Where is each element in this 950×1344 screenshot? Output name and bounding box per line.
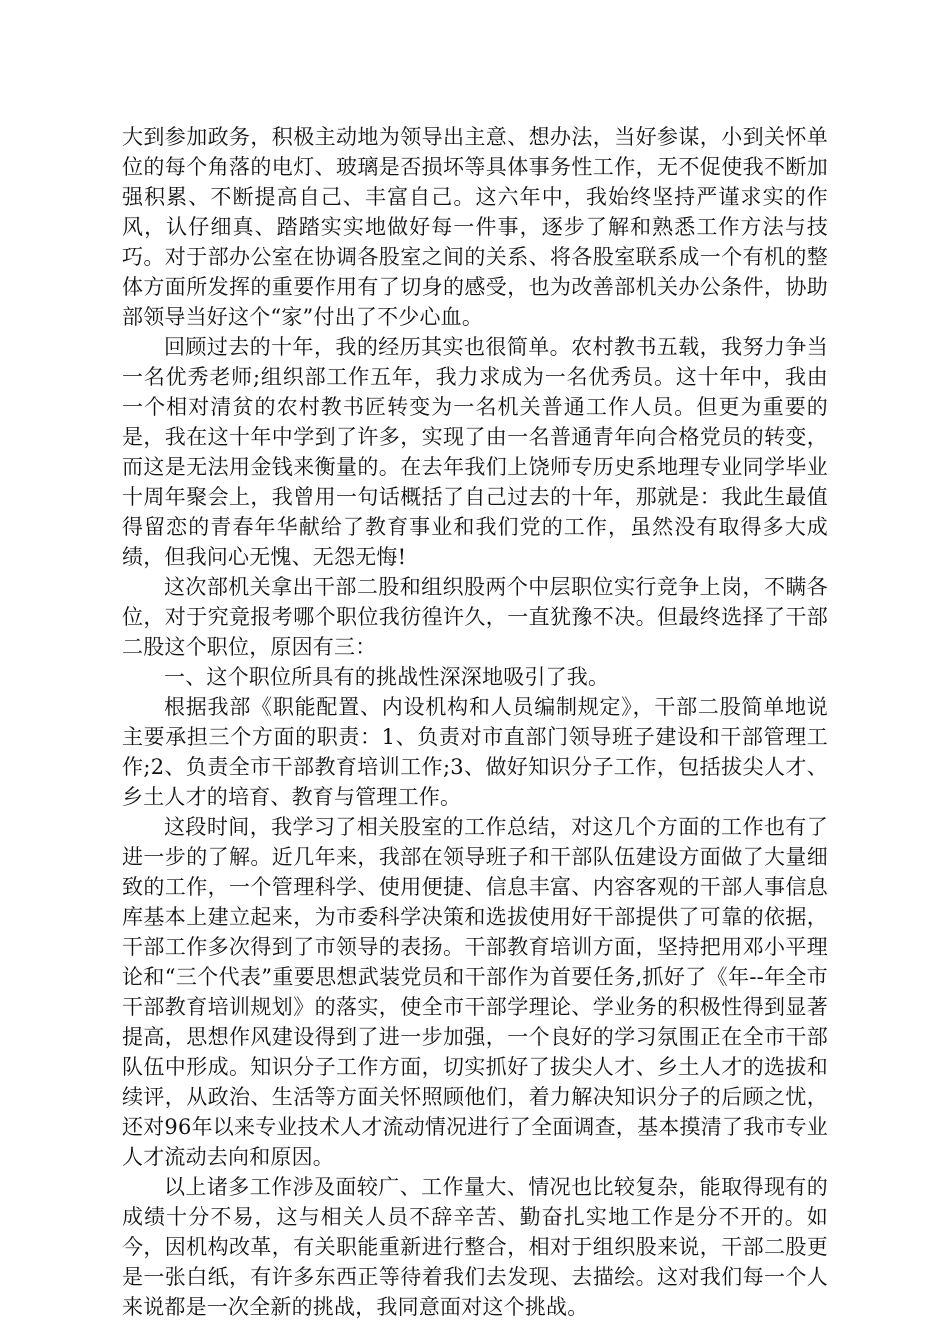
paragraph-7: 以上诸多工作涉及面较广、工作量大、情况也比较复杂，能取得现有的成绩十分不易，这与相关人员不辞辛苦、勤奋扎实地工作是分不开的。如今，因机构改革，有关职能重新进行整合，相对于组织股来说，干部二股更是一张白纸，有许多东西正等待着我们去发现、去描绘。这对我们每一个人来说都是一次全新的挑战，我同意面对这个挑战。 — [122, 1175, 828, 1319]
document-page — [122, 122, 828, 1322]
paragraph-1: 大到参加政务，积极主动地为领导出主意、想办法，当好参谋，小到关怀单位的每个角落的电灯、玻璃是否损坏等具体事务性工作，无不促使我不断加强积累、不断提高自己、丰富自己。这六年中，我始终坚持严谨求实的作风，认仔细真、踏踏实实地做好每一件事，逐步了解和熟悉工作方法与技巧。对于部办公室在协调各股室之间的关系、将各股室联系成一个有机的整体方面所发挥的重要作用有了切身的感受，也为改善部机关办公条件，协助部领导当好这个“家”付出了不少心血。 — [122, 125, 828, 329]
paragraph-5: 根据我部《职能配置、内设机构和人员编制规定》，干部二股简单地说主要承担三个方面的职责：1、负责对市直部门领导班子建设和干部管理工作;2、负责全市干部教育培训工作;3、做好知识分子工作，包括拔尖人才、乡土人才的培育、教育与管理工作。 — [122, 695, 828, 809]
paragraph-4-heading: 一、这个职位所具有的挑战性深深地吸引了我。 — [164, 665, 610, 689]
paragraph-3: 这次部机关拿出干部二股和组织股两个中层职位实行竞争上岗，不瞒各位，对于究竟报考哪个职位我彷徨许久，一直犹豫不决。但最终选择了干部二股这个职位，原因有三： — [122, 575, 828, 659]
paragraph-2: 回顾过去的十年，我的经历其实也很简单。农村教书五载，我努力争当一名优秀老师;组织部工作五年，我力求成为一名优秀员。这十年中，我由一个相对清贫的农村教书匠转变为一名机关普通工作人员。但更为重要的是，我在这十年中学到了许多，实现了由一名普通青年向合格党员的转变，而这是无法用金钱来衡量的。在去年我们上饶师专历史系地理专业同学毕业十周年聚会上，我曾用一句话概括了自己过去的十年，那就是：我此生最值得留恋的青春年华献给了教育事业和我们党的工作，虽然没有取得多大成绩，但我问心无愧、无怨无悔! — [122, 335, 828, 569]
paragraph-6: 这段时间，我学习了相关股室的工作总结，对这几个方面的工作也有了进一步的了解。近几年来，我部在领导班子和干部队伍建设方面做了大量细致的工作，一个管理科学、使用便捷、信息丰富、内容客观的干部人事信息库基本上建立起来，为市委科学决策和选拔使用好干部提供了可靠的依据，干部工作多次得到了市领导的表扬。干部教育培训方面，坚持把用邓小平理论和“三个代表”重要思想武装党员和干部作为首要任务,抓好了《年--年全市干部教育培训规划》的落实，使全市干部学理论、学业务的积极性得到显著提高，思想作风建设得到了进一步加强，一个良好的学习氛围正在全市干部队伍中形成。知识分子工作方面，切实抓好了拔尖人才、乡土人才的选拔和续评，从政治、生活等方面关怀照顾他们，着力解决知识分子的后顾之忧，还对96年以来专业技术人才流动情况进行了全面调查，基本摸清了我市专业人才流动去向和原因。 — [122, 815, 828, 1169]
